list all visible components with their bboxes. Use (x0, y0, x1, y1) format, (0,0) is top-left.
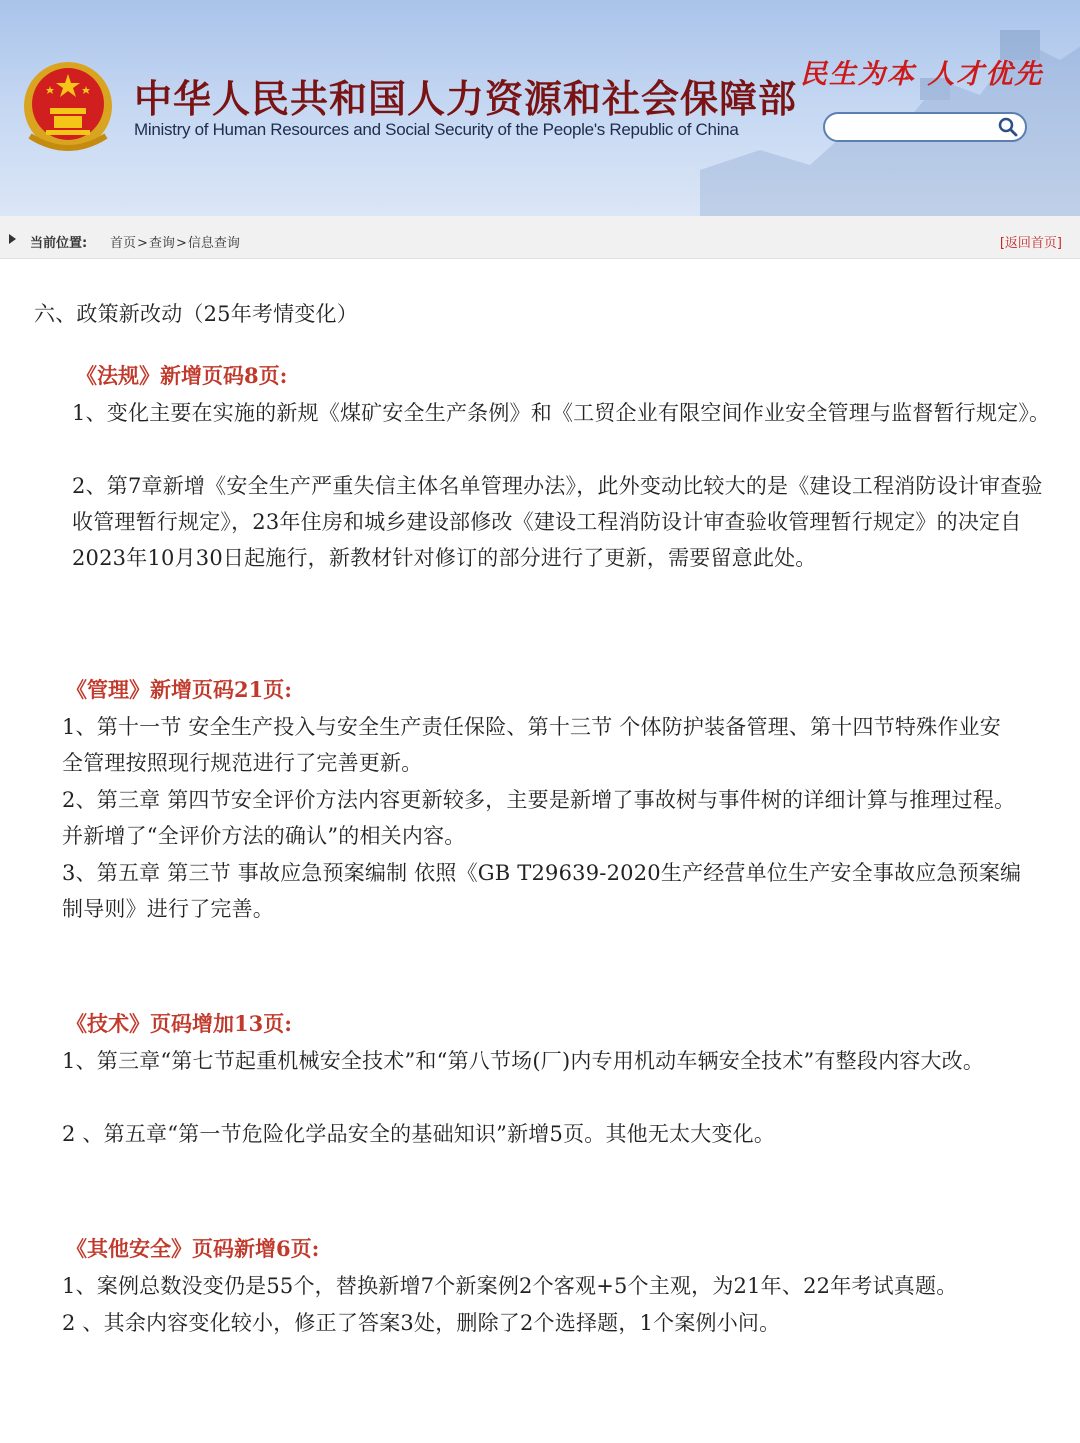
breadcrumb (0, 216, 1080, 259)
breadcrumb-item-home[interactable]: 首页 (110, 236, 137, 251)
search-box (823, 112, 1027, 142)
section-title-management: 《管理》新增页码21页: (66, 677, 292, 702)
ministry-title-chinese: 中华人民共和国人力资源和社会保障部 (134, 77, 798, 121)
triangle-right-icon (9, 234, 16, 244)
ministry-title-english: Ministry of Human Resources and Social Security of the People's Republic of China (134, 120, 739, 139)
search-icon[interactable] (997, 116, 1019, 138)
list-item: 1、第十一节 安全生产投入与安全生产责任保险、第十三节 个体防护装备管理、第十四节特殊作业安全管理按照现行规范进行了完善更新。 (62, 715, 1001, 775)
list-item: 2、第7章新增《安全生产严重失信主体名单管理办法》，此外变动比较大的是《建设工程消防设计审查验收管理暂行规定》，23年住房和城乡建设部修改《建设工程消防设计审查验收管理暂行规定》的决定自2023年10月30日起施行，新教材针对修订的部分进行了更新，需要留意此处。 (72, 474, 1043, 570)
list-item: 3、第五章 第三节 事故应急预案编制 依照《GB T29639-2020生产经营单位生产安全事故应急预案编制导则》进行了完善。 (62, 861, 1022, 921)
list-item: 2、第三章 第四节安全评价方法内容更新较多，主要是新增了事故树与事件树的详细计算与推理过程。并新增了“全评价方法的确认”的相关内容。 (62, 788, 1016, 848)
site-header (0, 0, 1080, 216)
list-item: 1、变化主要在实施的新规《煤矿安全生产条例》和《工贸企业有限空间作业安全管理与监督暂行规定》。 (72, 401, 1051, 425)
article-heading: 六、政策新改动（25年考情变化） (34, 302, 358, 326)
list-item: 2 、其余内容变化较小，修正了答案3处，删除了2个选择题，1个案例小问。 (62, 1311, 781, 1335)
list-item: 1、第三章“第七节起重机械安全技术”和“第八节场(厂)内专用机动车辆安全技术”有整段内容大改。 (62, 1049, 985, 1073)
list-item: 2 、第五章“第一节危险化学品安全的基础知识”新增5页。其他无太大变化。 (62, 1122, 776, 1146)
national-emblem-icon (20, 56, 116, 156)
back-to-home-link[interactable]: [返回首页] (999, 236, 1062, 251)
list-item: 1、案例总数没变仍是55个，替换新增7个新案例2个客观+5个主观，为21年、22年考试真题。 (62, 1274, 958, 1298)
breadcrumb-path (110, 232, 240, 251)
search-input[interactable] (835, 114, 997, 140)
breadcrumb-item-info-query[interactable]: 信息查询 (187, 236, 240, 251)
section-title-regulations: 《法规》新增页码8页: (76, 363, 288, 388)
section-title-other-safety: 《其他安全》页码新增6页: (66, 1236, 320, 1261)
slogan-text: 民生为本 人才优先 (800, 59, 1044, 90)
breadcrumb-label: 当前位置: (30, 236, 88, 251)
breadcrumb-separator: > (175, 236, 187, 251)
breadcrumb-item-query[interactable]: 查询 (148, 236, 175, 251)
section-title-technology: 《技术》页码增加13页: (66, 1011, 292, 1036)
breadcrumb-separator: > (137, 236, 148, 251)
